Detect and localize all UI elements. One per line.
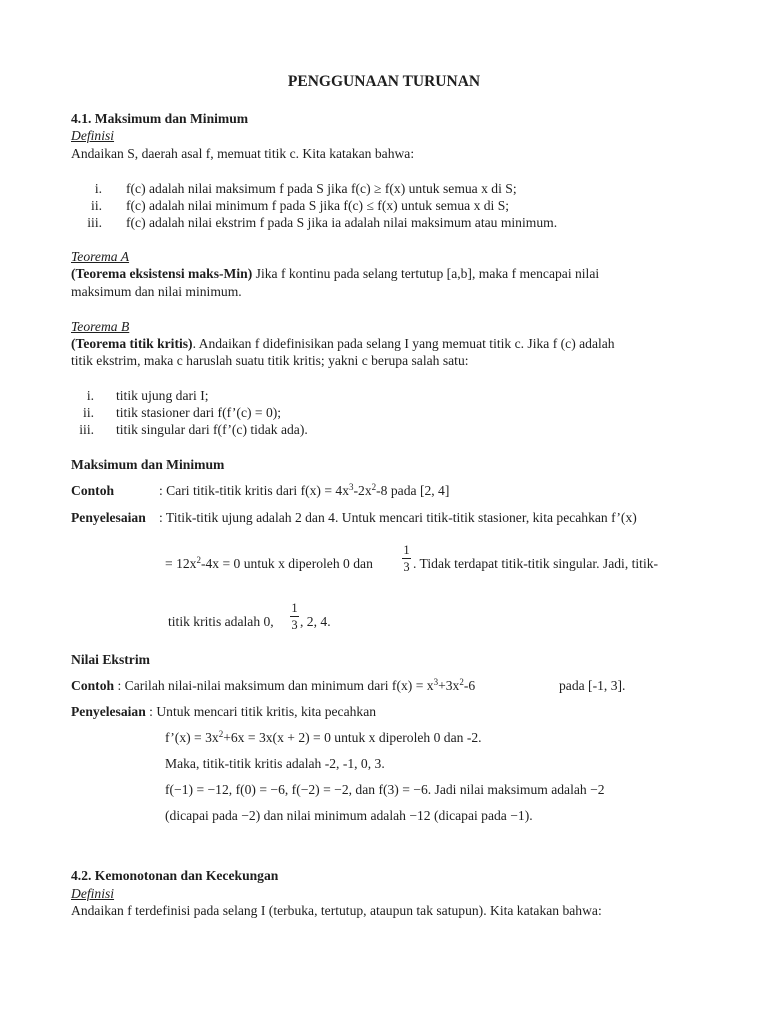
equation-b: -4x = 0 untuk x diperoleh 0 dan [200, 556, 373, 571]
subheading-maksimum-minimum: Maksimum dan Minimum [71, 457, 225, 472]
fraction-denominator: 3 [403, 560, 410, 574]
exponent: 2 [218, 729, 224, 739]
list-number: iii. [79, 422, 94, 437]
exponent: 3 [349, 482, 354, 492]
example-interval: pada [-1, 3]. [559, 678, 626, 693]
theorem-a-text: Jika f kontinu pada selang tertutup [a,b], maka f mencapai nilai [252, 266, 600, 281]
example-text-c: -8 pada [2, 4] [376, 483, 450, 498]
solution-equation-end: . Tidak terdapat titik-titik singular. Jadi, titik- [413, 556, 659, 571]
function-values-line: f(−1) = −12, f(0) = −6, f(−2) = −2, dan f(3) = −6. Jadi nilai maksimum adalah −2 [165, 782, 605, 797]
exponent: 2 [371, 482, 377, 492]
solution-label: Penyelesaian [71, 704, 146, 719]
theorem-b-label: Teorema B [71, 319, 130, 334]
theorem-a-name: (Teorema eksistensi maks-Min) [71, 266, 253, 281]
exponent: 2 [459, 677, 464, 687]
list-item: titik singular dari f(f’(c) tidak ada). [116, 422, 308, 437]
section-heading-4-2: 4.2. Kemonotonan dan Kecekungan [71, 868, 279, 883]
derivative-equation [165, 729, 482, 746]
list-item: titik stasioner dari f(f’(c) = 0); [116, 405, 282, 420]
theorem-b-line-2: titik ekstrim, maka c haruslah suatu titik kritis; yakni c berupa salah satu: [71, 353, 469, 368]
example-text-b: -2x [353, 483, 372, 498]
theorem-b-name: (Teorema titik kritis) [71, 336, 193, 351]
list-number: i. [94, 181, 102, 196]
solution-text: : Untuk mencari titik kritis, kita pecahkan [145, 704, 377, 719]
critical-points-line: Maka, titik-titik kritis adalah -2, -1, 0, 3. [165, 756, 385, 771]
example-text-a: : Cari titik-titik kritis dari f(x) = 4x [159, 483, 350, 498]
fraction-denominator: 3 [291, 618, 298, 632]
list-number: ii. [83, 405, 94, 420]
list-number: i. [86, 388, 94, 403]
example-label: Contoh [71, 678, 115, 693]
list-number: iii. [87, 215, 102, 230]
equation-a: = 12x [165, 556, 197, 571]
example-text-b: +3x [438, 678, 460, 693]
example-line [71, 677, 475, 694]
derivative-b: +6x = 3x(x + 2) = 0 untuk x diperoleh 0 dan -2. [223, 730, 482, 745]
list-item: titik ujung dari I; [116, 388, 209, 403]
fraction-bar [290, 616, 299, 617]
theorem-b-line-1 [71, 335, 615, 352]
subheading-nilai-ekstrim: Nilai Ekstrim [71, 652, 150, 667]
page-title: PENGGUNAAN TURUNAN [287, 73, 481, 90]
definition-text: Andaikan f terdefinisi pada selang I (terbuka, tertutup, ataupun tak satupun). Kita katakan bahwa: [71, 903, 602, 918]
theorem-a-line-2: maksimum dan nilai minimum. [71, 284, 242, 299]
fraction-bar [402, 558, 411, 559]
conclusion-line: (dicapai pada −2) dan nilai minimum adalah −12 (dicapai pada −1). [165, 808, 533, 823]
section-heading-4-1: 4.1. Maksimum dan Minimum [71, 111, 249, 126]
definition-label: Definisi [71, 886, 115, 901]
critical-points-end: , 2, 4. [300, 614, 331, 629]
fraction-numerator: 1 [291, 601, 298, 615]
critical-points-text: titik kritis adalah 0, [168, 614, 274, 629]
solution-line [71, 703, 376, 720]
fraction-one-third [290, 601, 299, 632]
definition-label: Definisi [71, 128, 115, 143]
exponent: 3 [433, 677, 439, 687]
list-item: f(c) adalah nilai maksimum f pada S jika f(c) ≥ f(x) untuk semua x di S; [126, 181, 517, 196]
solution-text: : Titik-titik ujung adalah 2 dan 4. Untuk mencari titik-titik stasioner, kita pecahkan f’(x) [159, 510, 637, 525]
list-item: f(c) adalah nilai minimum f pada S jika f(c) ≤ f(x) untuk semua x di S; [126, 198, 510, 213]
derivative-a: f’(x) = 3x [165, 730, 219, 745]
example-text-c: -6 [463, 678, 476, 693]
fraction-one-third [402, 543, 411, 574]
theorem-a-line-1 [71, 265, 599, 282]
list-item: f(c) adalah nilai ekstrim f pada S jika ia adalah nilai maksimum atau minimum. [126, 215, 558, 230]
fraction-numerator: 1 [403, 543, 410, 557]
solution-label: Penyelesaian [71, 510, 146, 525]
theorem-b-text: . Andaikan f didefinisikan pada selang I yang memuat titik c. Jika f (c) adalah [192, 336, 615, 351]
solution-equation [165, 555, 373, 572]
definition-text: Andaikan S, daerah asal f, memuat titik c. Kita katakan bahwa: [71, 146, 415, 161]
example-label: Contoh [71, 483, 115, 498]
example-text [159, 482, 449, 499]
theorem-a-label: Teorema A [71, 249, 130, 264]
exponent: 2 [196, 555, 201, 565]
list-number: ii. [91, 198, 102, 213]
example-text: : Carilah nilai-nilai maksimum dan minimum dari f(x) = x [114, 678, 434, 693]
